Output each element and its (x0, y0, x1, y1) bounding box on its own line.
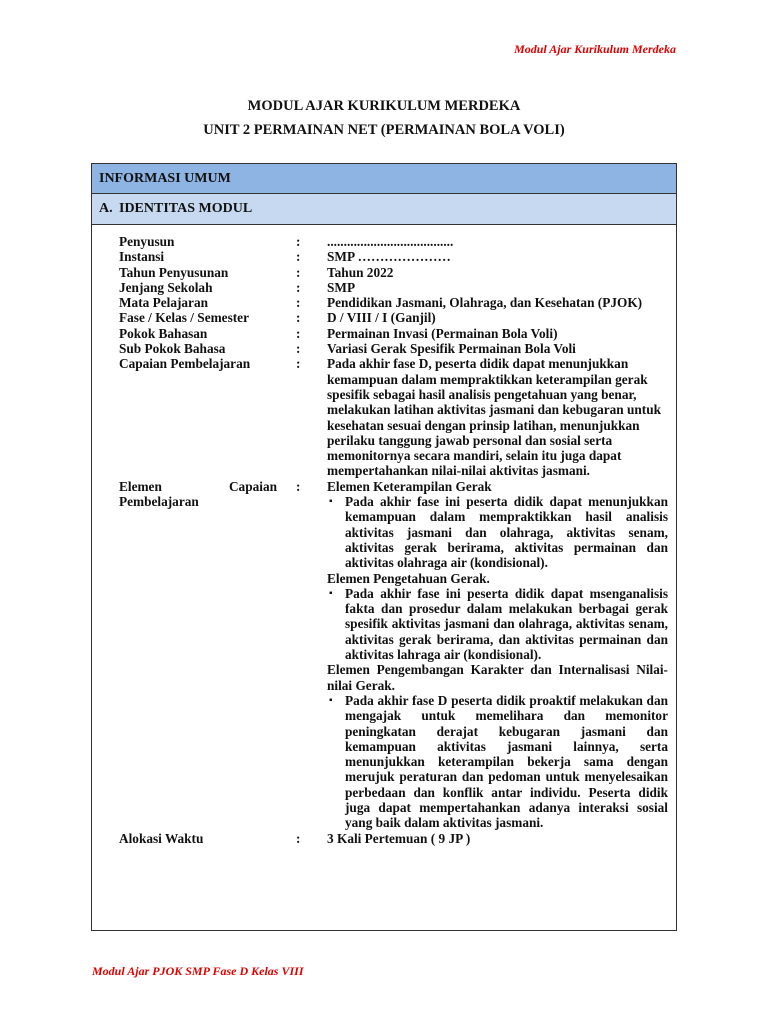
row-fase (119, 310, 668, 325)
list-item (327, 693, 668, 831)
field-label: Penyusun (119, 234, 175, 249)
title-line-1: MODUL AJAR KURIKULUM MERDEKA (247, 98, 521, 114)
field-value: D / VIII / I (Ganjil) (327, 310, 436, 326)
document-title (0, 94, 768, 142)
field-label: Tahun Penyusunan (119, 264, 229, 280)
field-label: Fase / Kelas / Semester (119, 310, 249, 326)
field-value: Variasi Gerak Spesifik Permainan Bola Voli (327, 341, 576, 357)
field-label-line-2: Pembelajaran (119, 494, 199, 510)
list-item (327, 586, 668, 662)
row-sub (119, 341, 668, 356)
colon: : (296, 264, 301, 280)
row-penyusun (119, 234, 668, 249)
field-value: Pada akhir fase D, peserta didik dapat menunjukkan kemampuan dalam mempraktikkan keterampilan gerak spesifik sebagai hasil analisis pengetahuan yang benar, melakukan latihan aktivitas jasmani dan kebugaran untuk kesehatan sesuai dengan prinsip latihan, menunjukkan perilaku tanggung jawab personal dan sosial serta memonitornya secara mandiri, selain itu juga dapat mempertahankan nilai-nilai aktivitas jasmani. (327, 356, 661, 479)
colon: : (296, 295, 301, 311)
field-label-line-1: Elemen Capaian (119, 478, 277, 494)
field-value: 3 Kali Pertemuan ( 9 JP ) (327, 830, 471, 846)
row-alokasi (119, 831, 668, 846)
element-heading: Elemen Pengetahuan Gerak. (327, 570, 490, 586)
colon: : (296, 830, 301, 846)
field-label: Instansi (119, 249, 165, 265)
list-item-text: Pada akhir fase D peserta didik proaktif melakukan dan mengajak untuk memelihara dan memonitor peningkatan derajat kebugaran jasmani dan kemampuan aktivitas jasmani lainnya, serta menunjukkan keterampilan bekerja sama dengan merujuk peraturan dan pedoman untuk menyelesaikan perbedaan dan konflik antar individu. Peserta didik juga dapat mempertahankan adanya interaksi sosial yang baik dalam aktivitas jasmani. (345, 692, 668, 831)
bullet-icon: ▪ (329, 496, 333, 508)
field-label (119, 479, 277, 831)
footer-note: Modul Ajar PJOK SMP Fase D Kelas VIII (92, 964, 304, 978)
header-note: Modul Ajar Kurikulum Merdeka (514, 42, 676, 56)
field-label: Mata Pelajaran (119, 295, 208, 311)
colon: : (296, 341, 301, 357)
row-tahun (119, 265, 668, 280)
colon: : (296, 478, 301, 494)
title-line-2: UNIT 2 PERMAINAN NET (PERMAINAN BOLA VOLI) (203, 122, 565, 138)
colon: : (296, 249, 301, 265)
bullet-icon: ▪ (329, 587, 333, 599)
field-label: Sub Pokok Bahasa (119, 341, 226, 357)
colon: : (296, 356, 301, 372)
field-value: SMP ………………… (327, 249, 451, 265)
field-value (327, 479, 668, 831)
colon: : (296, 279, 301, 295)
field-value: Tahun 2022 (327, 264, 394, 280)
list-item-text: Pada akhir fase ini peserta didik dapat menunjukkan kemampuan dalam mempraktikkan hasil analisis aktivitas jasmani dan olahraga, aktivitas senam, aktivitas gerak berirama, aktivitas permainan dan aktivitas olahraga air (kondisional). (345, 494, 668, 571)
section-identity-header (92, 194, 676, 225)
element-heading: Elemen Pengembangan Karakter dan Internalisasi Nilai-nilai Gerak. (327, 662, 668, 693)
field-label: Pokok Bahasan (119, 325, 208, 341)
row-instansi (119, 249, 668, 264)
module-info-table (91, 163, 677, 931)
row-capaian (119, 356, 668, 478)
row-jenjang (119, 280, 668, 295)
section-general-header: INFORMASI UMUM (92, 164, 676, 194)
colon: : (296, 234, 301, 249)
field-label: Alokasi Waktu (119, 830, 204, 846)
field-value: Pendidikan Jasmani, Olahraga, dan Kesehatan (PJOK) (327, 295, 643, 311)
list-item (327, 494, 668, 570)
field-label: Jenjang Sekolah (119, 279, 213, 295)
section-letter: A. (99, 201, 113, 216)
list-item-text: Pada akhir fase ini peserta didik dapat msenganalisis fakta dan prosedur dalam melakukan berbagai gerak spesifik aktivitas jasmani dan olahraga, aktivitas senam, aktivitas gerak berirama, dan aktivitas permainan dan aktivitas lahraga air (kondisional). (345, 585, 668, 663)
element-heading: Elemen Keterampilan Gerak (327, 478, 492, 494)
field-value: SMP (327, 279, 356, 295)
row-elemen (119, 479, 668, 831)
identity-content (119, 234, 668, 846)
colon: : (296, 310, 301, 326)
field-value: Permainan Invasi (Permainan Bola Voli) (327, 325, 558, 341)
section-identity-label: IDENTITAS MODUL (119, 201, 253, 216)
bullet-icon: ▪ (329, 694, 333, 706)
colon: : (296, 325, 301, 341)
field-label: Capaian Pembelajaran (119, 356, 251, 372)
row-pokok (119, 326, 668, 341)
field-value: ...................................... (327, 234, 454, 249)
row-mapel (119, 295, 668, 310)
